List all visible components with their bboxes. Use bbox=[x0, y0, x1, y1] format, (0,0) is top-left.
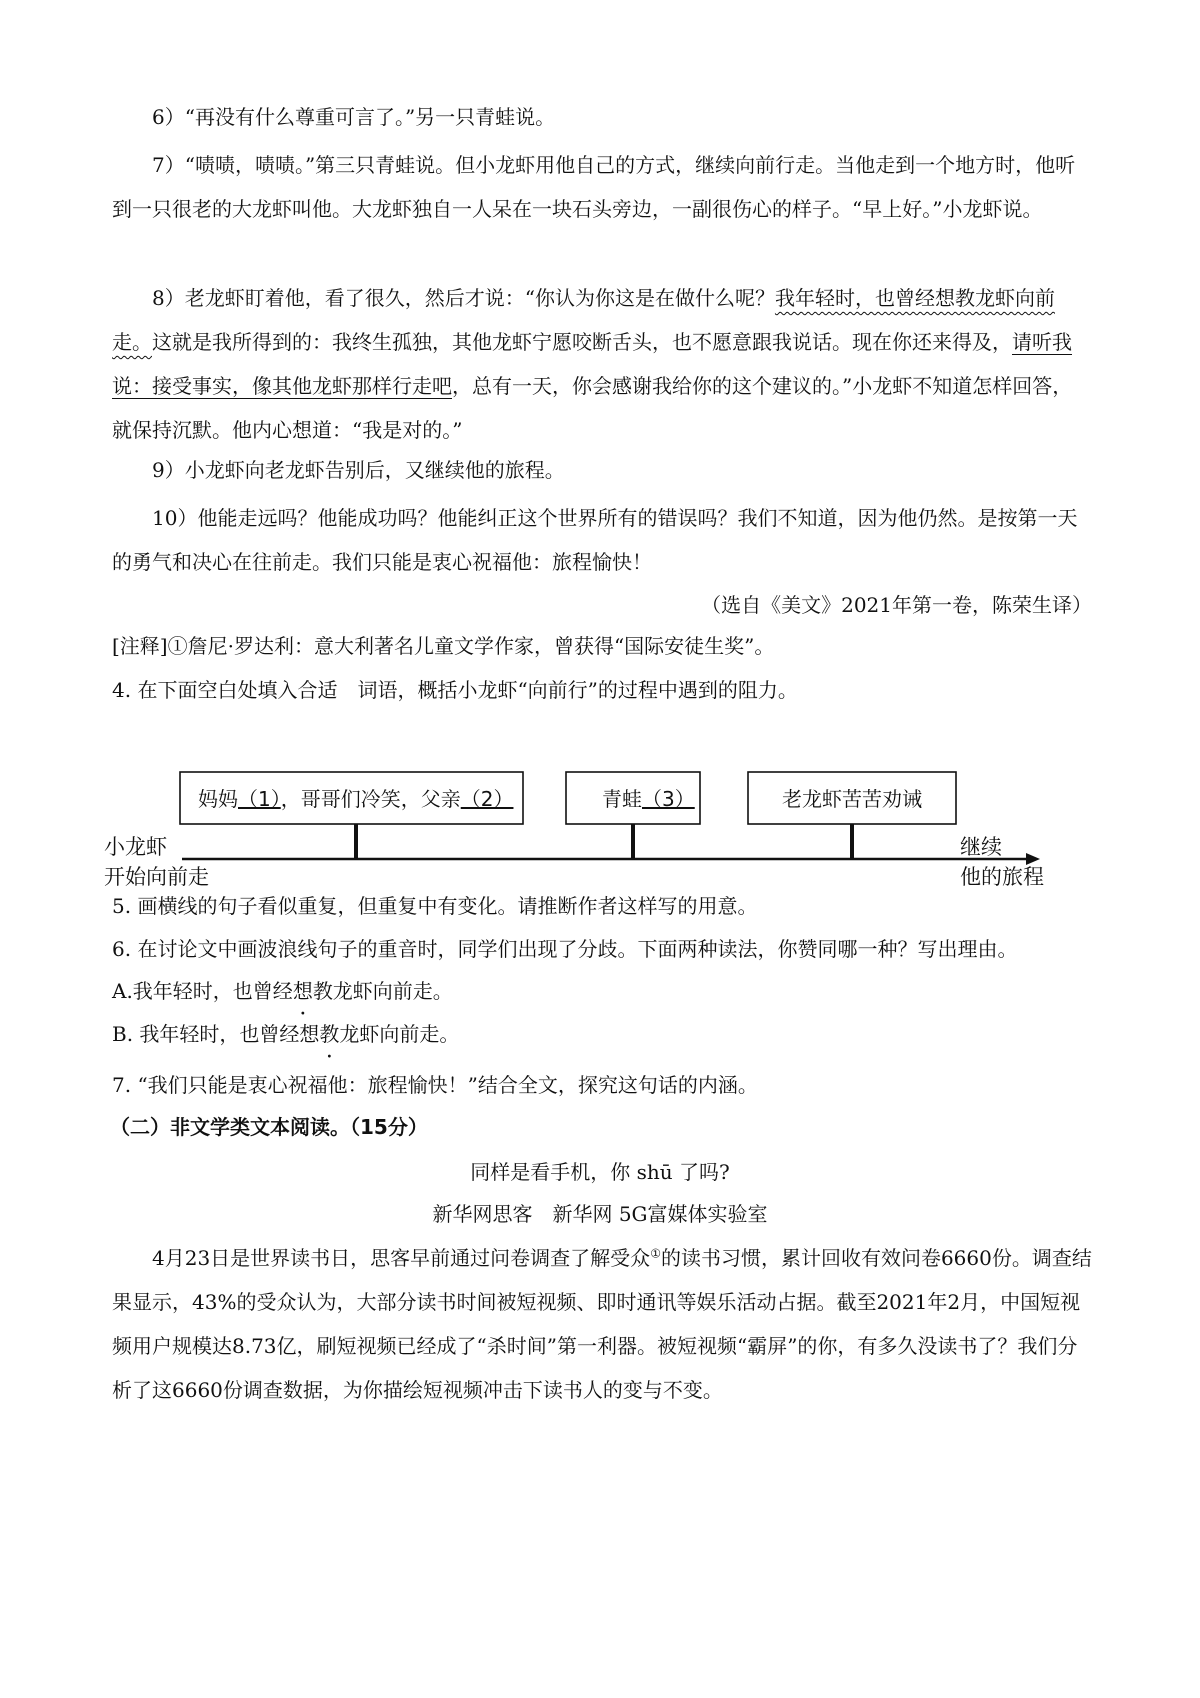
q6a-text-pre: A.我年轻时，也曾经 bbox=[112, 979, 293, 1003]
underlined-sentence: 请听我说：接受事实，像其他龙虾那样行走吧 bbox=[112, 330, 1072, 398]
q6b-stress-word: 教 bbox=[319, 1022, 340, 1046]
box2-text-a: 青蛙 bbox=[602, 787, 642, 811]
p8-text-c: ，总有一天，你会感谢我给你的这个建议的。”小龙虾不知道怎样回答，就保持沉默。他内心想道：“我是对的。” bbox=[112, 374, 1073, 442]
question-6-option-b bbox=[112, 1012, 1092, 1056]
start-label-line-2: 开始向前走 bbox=[104, 865, 209, 889]
box1-blank-1: （1） bbox=[238, 787, 281, 811]
diagram-timeline-arrow bbox=[182, 853, 1040, 865]
article-title: 同样是看手机，你 shū 了吗? bbox=[470, 1160, 730, 1184]
paragraph-7: 7）“啧啧，啧啧。”第三只青蛙说。但小龙虾用他自己的方式，继续向前行走。当他走到一个地方时，他听到一只很老的大龙虾叫他。大龙虾独自一人呆在一块石头旁边，一副很伤心的样子。“早上好。”小龙虾说。 bbox=[112, 153, 1076, 221]
svg-text:妈妈（1），哥哥们冷笑，父亲（2） bbox=[198, 787, 513, 811]
q6a-text-post: 教龙虾向前走。 bbox=[312, 979, 453, 1003]
diagram-connectors bbox=[356, 824, 852, 858]
box2-blank-3: （3） bbox=[642, 787, 695, 811]
wavy-sentence: 我年轻时，也曾经想教龙虾向前走。 bbox=[112, 286, 1055, 354]
q6a-stress-word: 想 bbox=[292, 979, 313, 1003]
end-label-line-1: 继续 bbox=[960, 835, 1002, 859]
question-5: 5. 画横线的句子看似重复，但重复中有变化。请推断作者这样写的用意。 bbox=[112, 894, 758, 918]
source-citation: （选自《美文》2021年第一卷，陈荣生译） bbox=[701, 593, 1092, 617]
p8-text-a: 8）老龙虾盯着他，看了很久，然后才说：“你认为你这是在做什么呢？ bbox=[152, 286, 775, 310]
question-7: 7. “我们只能是衷心祝福他：旅程愉快！”结合全文，探究这句话的内涵。 bbox=[112, 1073, 758, 1097]
start-label-line-1: 小龙虾 bbox=[104, 835, 167, 859]
box1-blank-2: （2） bbox=[460, 787, 514, 811]
question-6-option-a bbox=[112, 969, 1092, 1013]
q6b-text-post: 龙虾向前走。 bbox=[339, 1022, 460, 1046]
q6b-text-pre: B. 我年轻时，也曾经想 bbox=[112, 1022, 320, 1046]
diagram-box-2 bbox=[566, 772, 700, 824]
article-authors: 新华网思客 新华网 5G富媒体实验室 bbox=[432, 1202, 768, 1226]
article-body-a: 4月23日是世界读书日，思客早前通过问卷调查了解受众 bbox=[152, 1246, 651, 1270]
diagram-box-1 bbox=[180, 772, 523, 824]
svg-text:青蛙（3） bbox=[602, 787, 695, 811]
paragraph-6: 6）“再没有什么尊重可言了。”另一只青蛙说。 bbox=[152, 105, 556, 129]
paragraph-10: 10）他能走远吗？他能成功吗？他能纠正这个世界所有的错误吗？我们不知道，因为他仍然。是按第一天的勇气和决心在往前走。我们只能是衷心祝福他：旅程愉快！ bbox=[112, 506, 1078, 574]
paragraph-8 bbox=[112, 276, 1092, 452]
diagram-box-3 bbox=[748, 772, 956, 824]
section-2-heading: （二）非文学类文本阅读。（15分） bbox=[110, 1115, 428, 1139]
question-4: 4. 在下面空白处填入合适 词语，概括小龙虾“向前行”的过程中遇到的阻力。 bbox=[112, 678, 798, 702]
box3-text: 老龙虾苦苦劝诫 bbox=[782, 787, 922, 811]
paragraph-9: 9）小龙虾向老龙虾告别后，又继续他的旅程。 bbox=[152, 458, 565, 482]
box1-text-c: ，哥哥们冷笑，父亲 bbox=[280, 787, 461, 811]
article-body-b: 的读书习惯，累计回收有效问卷6660份。调查结果显示，43%的受众认为，大部分读书时间被短视频、即时通讯等娱乐活动占据。截至2021年2月，中国短视频用户规模达8.73亿，刷短视频已经成了“杀时间”第一利器。被短视频“霸屏”的你，有多久没读书了？我们分析了这6660份调查数据，为你描绘短视频冲击下读书人的变与不变。 bbox=[112, 1246, 1092, 1402]
p8-text-b: 这就是我所得到的：我终生孤独，其他龙虾宁愿咬断舌头，也不愿意跟我说话。现在你还来得及， bbox=[152, 330, 1012, 354]
footnote-marker: ① bbox=[650, 1246, 661, 1261]
article-body bbox=[112, 1236, 1092, 1412]
question-6: 6. 在讨论文中画波浪线句子的重音时，同学们出现了分歧。下面两种读法，你赞同哪一种？写出理由。 bbox=[112, 937, 1018, 961]
end-label-line-2: 他的旅程 bbox=[960, 865, 1044, 889]
box1-text-a: 妈妈 bbox=[198, 787, 238, 811]
footnote: [注释]①詹尼·罗达利：意大利著名儿童文学作家，曾获得“国际安徒生奖”。 bbox=[112, 634, 775, 658]
